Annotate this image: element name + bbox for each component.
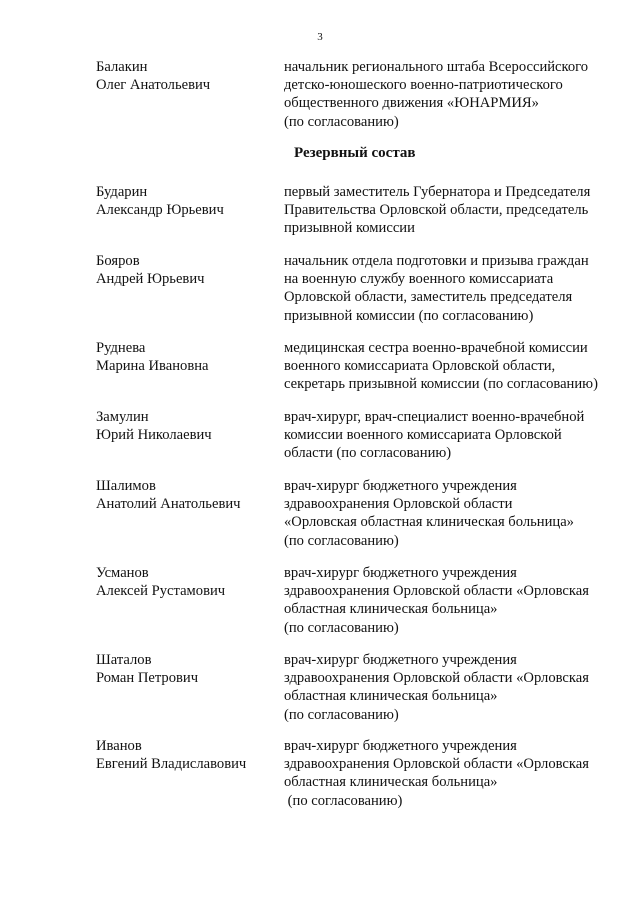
position-line: врач-хирург бюджетного учреждения: [284, 478, 517, 494]
member-position: [284, 183, 614, 238]
position-line: врач-хирург бюджетного учреждения: [284, 565, 517, 581]
position-line: (по согласованию): [284, 792, 403, 809]
member-name: [96, 651, 276, 687]
position-line: первый заместитель Губернатора и Председателя: [284, 184, 591, 200]
member-given-names: Юрий Николаевич: [96, 427, 212, 444]
position-line: комиссии военного комиссариата Орловской: [284, 427, 562, 444]
position-line: секретарь призывной комиссии (по согласованию): [284, 376, 598, 393]
member-position: [284, 737, 614, 810]
member-surname: Руднева: [96, 340, 146, 356]
section-title: Резервный состав: [294, 145, 416, 161]
position-line: областная клиническая больница»: [284, 688, 498, 705]
member-position: [284, 252, 614, 325]
member-given-names: Анатолий Анатольевич: [96, 496, 241, 513]
position-line: (по согласованию): [284, 706, 399, 723]
member-position: [284, 564, 614, 637]
position-line: детско-юношеского военно-патриотического: [284, 77, 563, 94]
position-line: призывной комиссии: [284, 220, 415, 237]
member-surname: Бударин: [96, 184, 148, 200]
member-name: [96, 408, 276, 444]
member-surname: Шаталов: [96, 652, 152, 668]
member-given-names: Олег Анатольевич: [96, 77, 211, 94]
member-surname: Балакин: [96, 59, 148, 75]
position-line: на военную службу военного комиссариата: [284, 271, 554, 288]
position-line: областная клиническая больница»: [284, 601, 498, 618]
position-line: «Орловская областная клиническая больница»: [284, 514, 574, 531]
position-line: здравоохранения Орловской области «Орловская: [284, 756, 589, 773]
position-line: призывной комиссии (по согласованию): [284, 307, 534, 324]
page-number: 3: [317, 31, 323, 43]
position-line: Правительства Орловской области, председатель: [284, 202, 589, 219]
member-given-names: Евгений Владиславович: [96, 756, 247, 773]
position-line: начальник регионального штаба Всероссийского: [284, 59, 589, 75]
position-line: врач-хирург бюджетного учреждения: [284, 738, 517, 754]
position-line: Орловской области, заместитель председателя: [284, 289, 573, 306]
member-position: [284, 339, 614, 394]
member-given-names: Алексей Рустамович: [96, 583, 226, 600]
member-given-names: Роман Петрович: [96, 670, 199, 687]
position-line: здравоохранения Орловской области: [284, 496, 513, 513]
member-given-names: Андрей Юрьевич: [96, 271, 205, 288]
position-line: начальник отдела подготовки и призыва граждан: [284, 253, 589, 269]
member-surname: Усманов: [96, 565, 149, 581]
position-line: (по согласованию): [284, 532, 399, 549]
position-line: общественного движения «ЮНАРМИЯ»: [284, 95, 539, 112]
member-position: [284, 477, 614, 550]
position-line: (по согласованию): [284, 113, 399, 130]
member-surname: Бояров: [96, 253, 140, 269]
member-name: [96, 58, 276, 94]
member-surname: Иванов: [96, 738, 142, 754]
position-line: врач-хирург бюджетного учреждения: [284, 652, 517, 668]
position-line: области (по согласованию): [284, 445, 452, 462]
member-name: [96, 183, 276, 219]
member-name: [96, 564, 276, 600]
member-given-names: Александр Юрьевич: [96, 202, 224, 219]
member-surname: Замулин: [96, 409, 149, 425]
member-position: [284, 408, 614, 463]
member-name: [96, 339, 276, 375]
position-line: здравоохранения Орловской области «Орловская: [284, 670, 589, 687]
member-position: [284, 651, 614, 724]
member-position: [284, 58, 614, 131]
position-line: здравоохранения Орловской области «Орловская: [284, 583, 589, 600]
member-surname: Шалимов: [96, 478, 156, 494]
member-name: [96, 252, 276, 288]
position-line: медицинская сестра военно-врачебной комиссии: [284, 340, 588, 356]
position-line: областная клиническая больница»: [284, 774, 498, 791]
position-line: врач-хирург, врач-специалист военно-врачебной: [284, 409, 585, 425]
member-name: [96, 737, 276, 773]
member-given-names: Марина Ивановна: [96, 358, 209, 375]
member-name: [96, 477, 276, 513]
position-line: (по согласованию): [284, 619, 399, 636]
position-line: военного комиссариата Орловской области,: [284, 358, 556, 375]
